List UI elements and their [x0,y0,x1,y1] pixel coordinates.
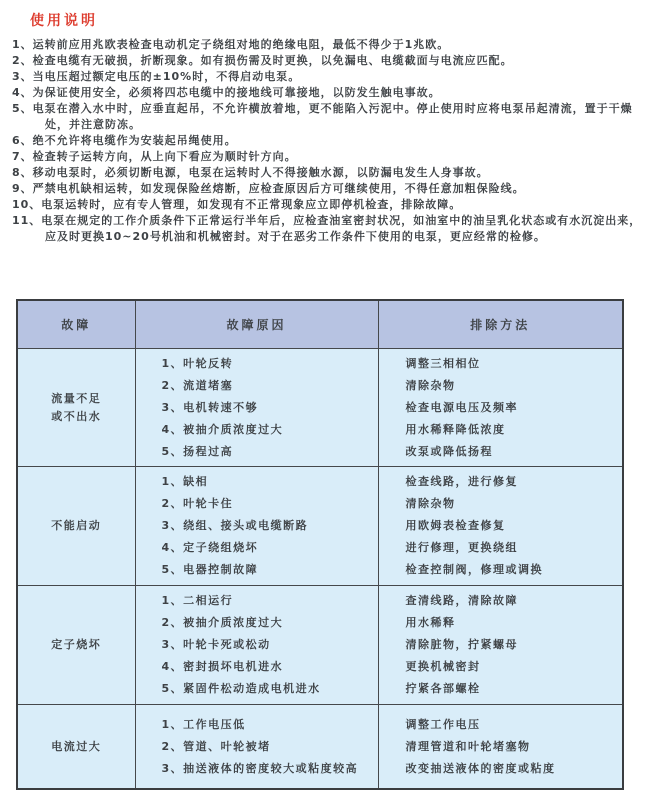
cell-line: 4、密封损坏电机进水 [161,660,284,673]
cell-line: 清除杂物 [405,497,456,510]
cell-line: 2、被抽介质浓度过大 [161,616,284,629]
instruction-item: 4、为保证使用安全，必须将四芯电缆中的接地线可靠接地，以防发生触电事故。 [12,86,441,99]
table-header-row [17,300,623,349]
cell-line: 5、扬程过高 [161,444,234,458]
remedy-cell [378,467,623,586]
cell-line: 不能启动 [51,519,102,532]
cell-line: 定子烧坏 [51,638,102,651]
cell-line: 清除脏物，拧紧螺母 [405,638,518,651]
cell-line: 3、叶轮卡死或松动 [161,638,271,651]
cell-line: 更换机械密封 [405,660,481,673]
cell-line: 调整三相相位 [405,356,481,370]
cell-line: 或不出水 [51,409,102,423]
cell-line: 拧紧各部螺栓 [405,682,481,695]
remedy-cell [378,349,623,467]
cell-line: 5、紧固件松动造成电机进水 [161,682,321,695]
cell-line: 检查控制阀，修理或调换 [405,563,543,576]
instruction-item: 3、当电压超过额定电压的±10%时，不得启动电泵。 [12,70,301,83]
remedy-cell [378,705,623,790]
cell-line: 流量不足 [51,391,102,405]
cause-cell [135,586,378,705]
table-row [17,705,623,790]
cell-line: 3、绕组、接头或电缆断路 [161,519,309,532]
cause-cell [135,467,378,586]
remedy-cell [378,586,623,705]
cell-line: 检查电源电压及频率 [405,400,518,414]
fault-table [16,299,624,790]
fault-cell [17,705,135,790]
cell-line: 检查线路，进行修复 [405,475,518,488]
cell-line: 1、二相运行 [161,594,234,607]
cell-line: 1、叶轮反转 [161,356,234,370]
cell-line: 3、电机转速不够 [161,400,259,414]
cell-line: 4、定子绕组烧坏 [161,541,259,554]
fault-cell [17,349,135,467]
cell-line: 清理管道和叶轮堵塞物 [405,739,531,753]
cell-line: 改泵或降低扬程 [405,444,493,458]
column-header-cause: 故障原因 [135,300,378,349]
cell-line: 进行修理，更换绕组 [405,541,518,554]
instruction-item: 1、运转前应用兆欧表检查电动机定子绕组对地的绝缘电阻，最低不得少于1兆欧。 [12,38,450,51]
cell-line: 1、工作电压低 [161,717,246,731]
cell-line: 电流过大 [51,739,102,753]
cell-line: 2、流道堵塞 [161,378,234,392]
table-row [17,467,623,586]
table-row [17,586,623,705]
cell-line: 用水稀释降低浓度 [405,422,506,436]
fault-cell [17,586,135,705]
cell-line: 5、电器控制故障 [161,563,259,576]
cell-line: 清除杂物 [405,378,456,392]
cell-line: 调整工作电压 [405,717,481,731]
cell-line: 用水稀释 [405,616,456,629]
column-header-remedy: 排除方法 [378,300,623,349]
cell-line: 4、被抽介质浓度过大 [161,422,284,436]
instruction-item: 8、移动电泵时，必须切断电源，电泵在运转时人不得接触水源，以防漏电发生人身事故。 [12,166,489,179]
cell-line: 查清线路，清除故障 [405,594,518,607]
instruction-item: 6、绝不允许将电缆作为安装起吊绳使用。 [12,134,237,147]
table-row [17,349,623,467]
instruction-item: 7、检查转子运转方向，从上向下看应为顺时针方向。 [12,150,297,163]
page-title: 使用说明 [30,13,98,29]
instruction-item: 10、电泵运转时，应有专人管理，如发现有不正常现象应立即停机检查，排除故障。 [12,198,462,211]
cell-line: 1、缺相 [161,475,209,488]
instruction-item: 11、电泵在规定的工作介质条件下正常运行半年后，应检查油室密封状况，如油室中的油呈乳化状态或有水沉淀出来，应及时更换10~20号机油和机械密封。对于在恶劣工作条件下使用的电泵，更应经常的检修。 [12,214,642,243]
instruction-item: 2、检查电缆有无破损，折断现象。如有损伤需及时更换，以免漏电、电缆截面与电流应匹配。 [12,54,513,67]
instruction-item: 5、电泵在潜入水中时，应垂直起吊，不允许横放着地，更不能陷入污泥中。停止使用时应将电泵吊起清流，置于干燥处，并注意防冻。 [12,102,633,131]
cell-line: 2、叶轮卡住 [161,497,234,510]
fault-cell [17,467,135,586]
cause-cell [135,349,378,467]
cell-line: 2、管道、叶轮被堵 [161,739,271,753]
instruction-item: 9、严禁电机缺相运转，如发现保险丝熔断，应检查原因后方可继续使用，不得任意加粗保险线。 [12,182,525,195]
cell-line: 改变抽送液体的密度或粘度 [405,761,556,775]
cell-line: 3、抽送液体的密度较大或粘度较高 [161,761,359,775]
cause-cell [135,705,378,790]
instructions-list [12,37,644,245]
column-header-fault: 故障 [17,300,135,349]
cell-line: 用欧姆表检查修复 [405,519,506,532]
